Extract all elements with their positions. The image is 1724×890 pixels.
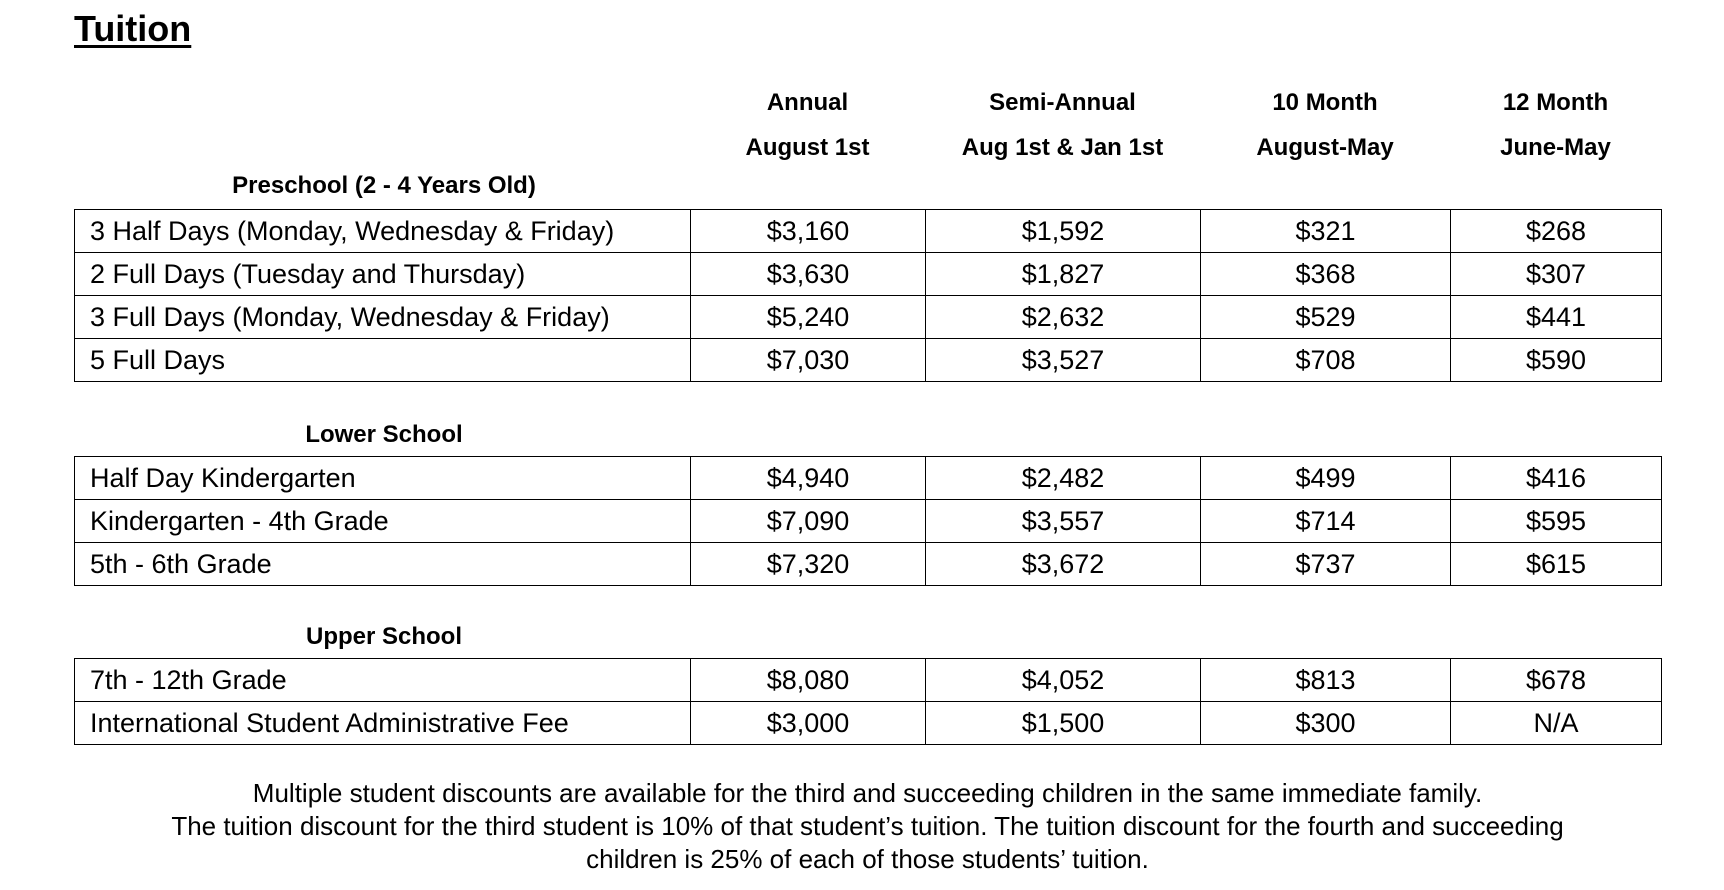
12-month-cell: N/A	[1451, 702, 1662, 745]
annual-cell: $7,320	[691, 543, 926, 586]
discount-note-line3: children is 25% of each of those students’ tuition.	[586, 844, 1149, 874]
table-row	[75, 210, 1662, 253]
12-month-cell: $416	[1451, 457, 1662, 500]
10-month-cell: $737	[1201, 543, 1451, 586]
column-header-line2: August 1st	[745, 134, 870, 161]
discount-note	[74, 777, 1661, 876]
row-name: Kindergarten - 4th Grade	[75, 500, 691, 543]
column-header-line2: August-May	[1256, 134, 1394, 161]
row-name: Half Day Kindergarten	[75, 457, 691, 500]
12-month-cell: $615	[1451, 543, 1662, 586]
row-name: 5 Full Days	[75, 339, 691, 382]
row-name: 3 Half Days (Monday, Wednesday & Friday)	[75, 210, 691, 253]
10-month-cell: $714	[1201, 500, 1451, 543]
row-name: International Student Administrative Fee	[75, 702, 691, 745]
12-month-cell: $268	[1451, 210, 1662, 253]
section-title-lower-school: Lower School	[305, 421, 463, 448]
row-name: 5th - 6th Grade	[75, 543, 691, 586]
column-header-line1: 10 Month	[1272, 89, 1378, 116]
annual-cell: $3,630	[691, 253, 926, 296]
annual-cell: $4,940	[691, 457, 926, 500]
12-month-cell: $595	[1451, 500, 1662, 543]
10-month-cell: $321	[1201, 210, 1451, 253]
section-title-upper-school: Upper School	[305, 623, 462, 650]
column-header-line2: Aug 1st & Jan 1st	[961, 134, 1164, 161]
10-month-cell: $499	[1201, 457, 1451, 500]
row-name: 2 Full Days (Tuesday and Thursday)	[75, 253, 691, 296]
table-row	[75, 339, 1662, 382]
row-name: 7th - 12th Grade	[75, 659, 691, 702]
upper-school-tuition-table	[74, 658, 1662, 745]
12-month-cell: $590	[1451, 339, 1662, 382]
semi-annual-cell: $1,827	[926, 253, 1201, 296]
semi-annual-cell: $3,557	[926, 500, 1201, 543]
annual-cell: $5,240	[691, 296, 926, 339]
annual-cell: $7,090	[691, 500, 926, 543]
semi-annual-cell: $1,500	[926, 702, 1201, 745]
column-header-line2: June-May	[1500, 134, 1611, 161]
annual-cell: $3,160	[691, 210, 926, 253]
annual-cell: $3,000	[691, 702, 926, 745]
column-header-line1: Semi-Annual	[989, 89, 1136, 116]
semi-annual-cell: $4,052	[926, 659, 1201, 702]
preschool-tuition-table	[74, 209, 1662, 382]
10-month-cell: $368	[1201, 253, 1451, 296]
lower-school-tuition-table	[74, 456, 1662, 586]
column-header-semi-annual	[925, 80, 1200, 170]
table-row	[75, 543, 1662, 586]
table-row	[75, 296, 1662, 339]
10-month-cell: $708	[1201, 339, 1451, 382]
table-row	[75, 500, 1662, 543]
annual-cell: $7,030	[691, 339, 926, 382]
column-header-10-month	[1200, 80, 1450, 170]
12-month-cell: $307	[1451, 253, 1662, 296]
12-month-cell: $441	[1451, 296, 1662, 339]
row-name: 3 Full Days (Monday, Wednesday & Friday)	[75, 296, 691, 339]
column-header-annual	[690, 80, 925, 170]
semi-annual-cell: $3,527	[926, 339, 1201, 382]
10-month-cell: $300	[1201, 702, 1451, 745]
discount-note-line1: Multiple student discounts are available for the third and succeeding children in the same immediate family.	[252, 778, 1483, 808]
table-row	[75, 457, 1662, 500]
column-header-line1: Annual	[766, 89, 849, 116]
semi-annual-cell: $2,632	[926, 296, 1201, 339]
10-month-cell: $813	[1201, 659, 1451, 702]
table-row	[75, 253, 1662, 296]
column-header-12-month	[1450, 80, 1661, 170]
semi-annual-cell: $1,592	[926, 210, 1201, 253]
12-month-cell: $678	[1451, 659, 1662, 702]
annual-cell: $8,080	[691, 659, 926, 702]
table-row	[75, 659, 1662, 702]
discount-note-line2: The tuition discount for the third student is 10% of that student’s tuition. The tuition discount for the fourth and succeeding	[171, 811, 1564, 841]
semi-annual-cell: $2,482	[926, 457, 1201, 500]
page-title: Tuition	[74, 8, 192, 49]
column-header-line1: 12 Month	[1502, 89, 1609, 116]
table-row	[75, 702, 1662, 745]
section-title-preschool: Preschool (2 - 4 Years Old)	[232, 172, 536, 199]
10-month-cell: $529	[1201, 296, 1451, 339]
semi-annual-cell: $3,672	[926, 543, 1201, 586]
